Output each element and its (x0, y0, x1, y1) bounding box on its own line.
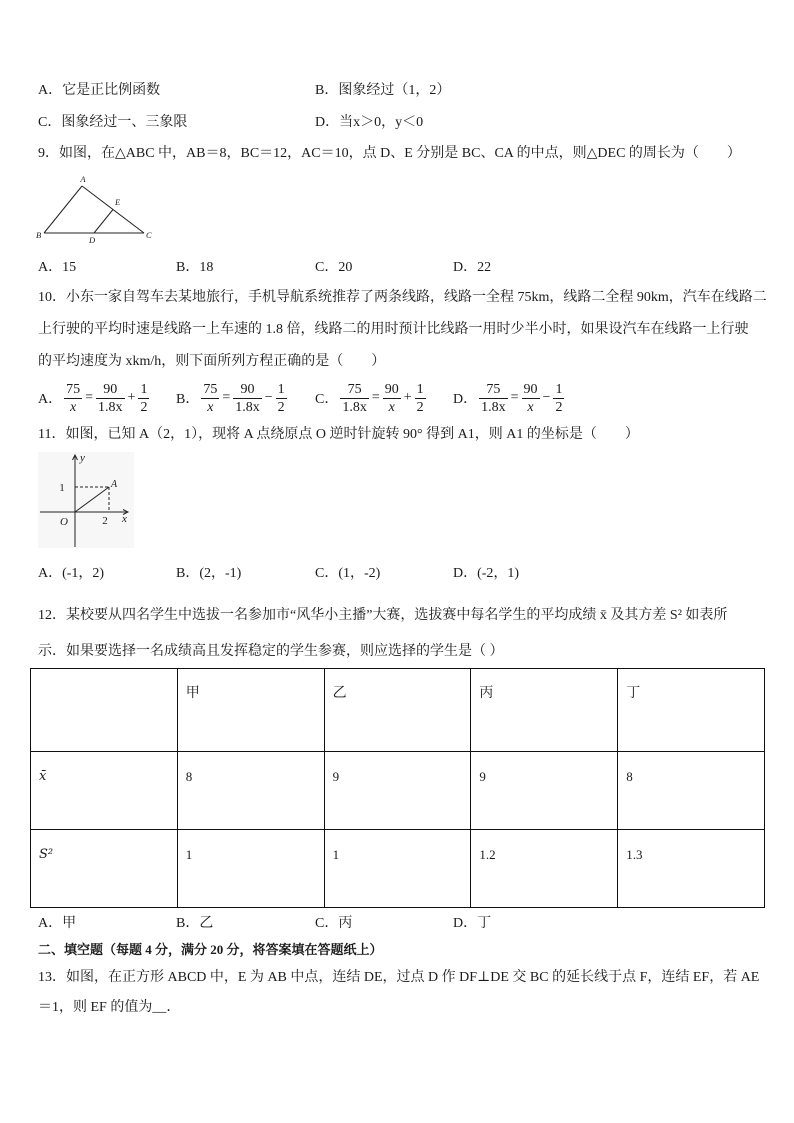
q11-option-a: A．(-1，2) (38, 566, 105, 581)
fraction-denominator: x (383, 398, 401, 416)
q10-option-c (315, 379, 428, 417)
option-letter: D． (453, 392, 478, 407)
fraction-denominator: 1.8x (235, 399, 260, 415)
fraction-denominator: x (522, 398, 540, 416)
q12-option-d: D．丁 (453, 916, 492, 931)
q11-option-c: C．(1，-2) (315, 566, 381, 581)
fraction (96, 381, 125, 416)
fraction-denominator: 1.8x (481, 399, 506, 415)
q10-option-d (453, 379, 566, 417)
x-tick-label: 2 (102, 515, 108, 527)
point-label-e: E (115, 197, 121, 207)
fraction (276, 381, 287, 416)
fraction-numerator: 75 (347, 381, 362, 397)
x-axis-label: x (122, 513, 127, 525)
table-cell: 9 (324, 752, 471, 830)
score-table (30, 668, 765, 908)
fraction (201, 381, 219, 416)
vertex-label-a: A (80, 174, 86, 184)
fraction-denominator: x (201, 398, 219, 416)
q11-coordinate-figure (38, 452, 134, 548)
fraction (233, 381, 262, 416)
fraction-numerator: 1 (277, 381, 285, 397)
q11-stem: 11．如图，已知 A（2，1），现将 A 点绕原点 O 逆时针旋转 90° 得到 A1，则 A1 的坐标是（ ） (38, 427, 639, 442)
point-label-d: D (89, 235, 96, 245)
q9-stem: 9．如图，在△ABC 中，AB＝8，BC＝12，AC＝10，点 D、E 分别是 BC、CA 的中点，则△DEC 的周长为（ ） (38, 146, 741, 161)
q12-option-c: C．丙 (315, 916, 353, 931)
q8-option-c: C．图象经过一、三象限 (38, 115, 188, 130)
triangle-side-ab (44, 186, 82, 233)
fraction-numerator: 90 (103, 381, 118, 397)
equals-sign: = (85, 390, 94, 405)
q10-stem-line-3: 的平均速度为 xkm/h，则下面所列方程正确的是（ ） (38, 354, 386, 369)
q8-option-b: B．图象经过（1，2） (315, 83, 451, 98)
q11-option-d: D．(-2，1) (453, 566, 520, 581)
operator-sign: + (403, 390, 412, 405)
operator-sign: − (264, 390, 273, 405)
fraction-numerator: 90 (240, 381, 255, 397)
origin-label: O (60, 516, 68, 528)
q8-option-d: D．当x＞0，y＜0 (315, 115, 424, 130)
fraction (415, 381, 426, 416)
point-label-a: A (111, 479, 118, 490)
fraction-numerator: 1 (416, 381, 424, 397)
table-row-label: x̄ (31, 752, 178, 830)
equals-sign: = (510, 390, 519, 405)
operator-sign: − (542, 390, 551, 405)
section-heading: 二、填空题（每题 4 分，满分 20 分，将答案填在答题纸上） (38, 942, 383, 957)
option-letter: C． (315, 392, 339, 407)
q13-stem-line-1: 13．如图，在正方形 ABCD 中，E 为 AB 中点，连结 DE，过点 D 作 DF⊥DE 交 BC 的延长线于点 F，连结 EF，若 AE (38, 970, 760, 985)
fraction (479, 381, 508, 416)
table-row-label: S² (31, 830, 178, 908)
fraction-denominator: 1.8x (98, 399, 123, 415)
q8-option-a: A．它是正比例函数 (38, 83, 161, 98)
fraction-denominator: x (64, 398, 82, 416)
fraction-denominator: 2 (140, 399, 148, 415)
table-corner-cell (31, 669, 178, 752)
q12-stem-line-1: 12．某校要从四名学生中选拔一名参加市“风华小主播”大赛，选拔赛中每名学生的平均成绩 x̄ 及其方差 S² 如表所 (38, 608, 728, 623)
table-cell: 9 (471, 752, 618, 830)
table-header-cell: 甲 (177, 669, 324, 752)
fraction-numerator: 75 (203, 381, 218, 397)
figure-background (38, 452, 134, 548)
fraction-numerator: 1 (555, 381, 563, 397)
q9-option-d: D．22 (453, 260, 492, 275)
q9-option-b: B．18 (176, 260, 214, 275)
y-tick-label: 1 (59, 482, 65, 494)
vertex-label-b: B (36, 230, 42, 240)
table-header-row (31, 669, 765, 752)
fraction-numerator: 90 (384, 381, 399, 397)
option-letter: A． (38, 392, 63, 407)
q10-stem-line-1: 10．小东一家自驾车去某地旅行，手机导航系统推荐了两条线路，线路一全程 75km，线路二全程 90km，汽车在线路二 (38, 290, 767, 305)
q9-triangle-figure (34, 172, 158, 246)
vertex-label-c: C (146, 230, 152, 240)
table-cell: 8 (177, 752, 324, 830)
table-row (31, 752, 765, 830)
fraction-denominator: 1.8x (342, 399, 367, 415)
q12-stem-line-2: 示．如果要选择一名成绩高且发挥稳定的学生参赛，则应选择的学生是（ ） (38, 644, 504, 659)
q9-option-c: C．20 (315, 260, 353, 275)
table-header-cell: 丙 (471, 669, 618, 752)
option-letter: B． (176, 392, 200, 407)
operator-sign: + (127, 390, 136, 405)
q11-option-b: B．(2，-1) (176, 566, 242, 581)
q10-option-a (38, 379, 151, 417)
q12-option-a: A．甲 (38, 916, 77, 931)
table-cell: 1 (177, 830, 324, 908)
table-header-cell: 丁 (618, 669, 765, 752)
fraction-numerator: 1 (140, 381, 148, 397)
fraction-denominator: 2 (277, 399, 285, 415)
table-cell: 1 (324, 830, 471, 908)
equals-sign: = (371, 390, 380, 405)
q10-stem-line-2: 上行驶的平均时速是线路一上车速的 1.8 倍，线路二的用时预计比线路一用时少半小时，如果设汽车在线路一上行驶 (38, 322, 749, 337)
table-row (31, 830, 765, 908)
q9-option-a: A．15 (38, 260, 77, 275)
q13-stem-line-2: ＝1，则 EF 的值为__． (38, 1000, 181, 1015)
equals-sign: = (222, 390, 231, 405)
q12-option-b: B．乙 (176, 916, 214, 931)
fraction (64, 381, 82, 416)
fraction-denominator: 2 (555, 399, 563, 415)
fraction (383, 381, 401, 416)
table-header-cell: 乙 (324, 669, 471, 752)
fraction-numerator: 90 (523, 381, 538, 397)
fraction (553, 381, 564, 416)
q10-option-b (176, 379, 289, 417)
fraction (522, 381, 540, 416)
fraction-numerator: 75 (486, 381, 501, 397)
table-cell: 1.3 (618, 830, 765, 908)
fraction-numerator: 75 (66, 381, 81, 397)
table-cell: 8 (618, 752, 765, 830)
y-axis-label: y (80, 452, 85, 464)
fraction (138, 381, 149, 416)
midline-de (94, 210, 113, 234)
fraction-denominator: 2 (416, 399, 424, 415)
fraction (340, 381, 369, 416)
table-cell: 1.2 (471, 830, 618, 908)
